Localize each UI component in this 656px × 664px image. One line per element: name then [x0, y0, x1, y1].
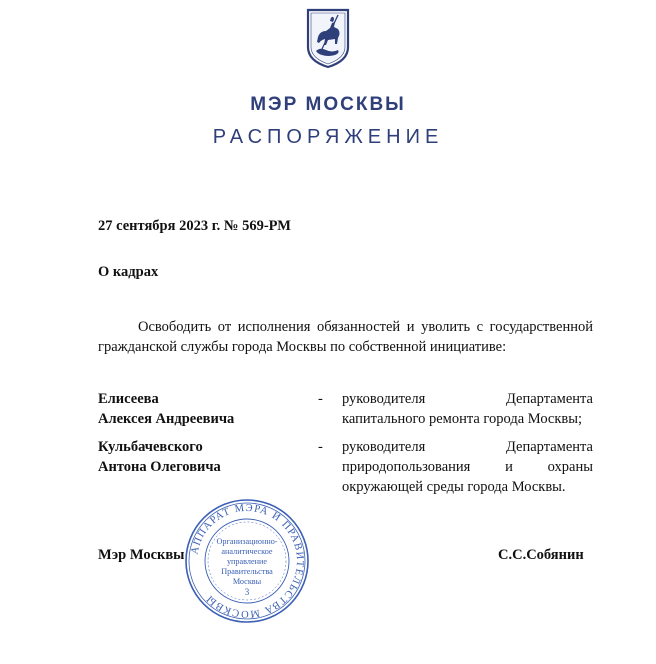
subject: О кадрах [98, 264, 159, 280]
stamp-number: 3 [244, 587, 250, 597]
person-name [98, 389, 298, 429]
intro-paragraph [98, 317, 593, 357]
position-line: руководителя Департамента [342, 391, 593, 407]
person-given-names: Антона Олеговича [98, 459, 221, 475]
position-line: природопользования и охраны [342, 459, 593, 475]
stamp-center-line: аналитическое [221, 547, 273, 556]
stamp-center-line: Москвы [232, 577, 262, 586]
stamp-center-line: управление [226, 557, 268, 566]
mayor-title: МЭР МОСКВЫ [250, 94, 406, 115]
position-line: окружающей среды города Москвы. [342, 479, 566, 495]
person-surname: Кульбачевского [98, 439, 203, 455]
stamp-center-line: Правительства [221, 567, 273, 576]
signature-name: С.С.Собянин [498, 547, 584, 563]
intro-line: Освободить от исполнения обязанностей и уволить с государственной [138, 319, 593, 335]
date-number: 27 сентября 2023 г. № 569-РМ [98, 218, 291, 234]
stamp-ring-text-path: АППАРАТ МЭРА И ПРАВИТЕЛЬСТВА МОСКВЫ [189, 502, 306, 620]
person-given-names: Алексея Андреевича [98, 411, 235, 427]
dash: - [318, 391, 323, 407]
person-position [342, 389, 593, 429]
document-type: РАСПОРЯЖЕНИЕ [212, 126, 444, 148]
person-position [342, 437, 593, 497]
position-line: руководителя Департамента [342, 439, 593, 455]
intro-line: гражданской службы города Москвы по собственной инициативе: [98, 339, 507, 355]
dash: - [318, 439, 323, 455]
person-name [98, 437, 298, 477]
person-surname: Елисеева [98, 391, 159, 407]
stamp-center-line: Организационно- [216, 537, 278, 546]
official-stamp [184, 498, 310, 624]
position-line: капитального ремонта города Москвы; [342, 411, 583, 427]
moscow-coat-of-arms-icon [304, 7, 352, 69]
signature-title: Мэр Москвы [98, 547, 185, 563]
